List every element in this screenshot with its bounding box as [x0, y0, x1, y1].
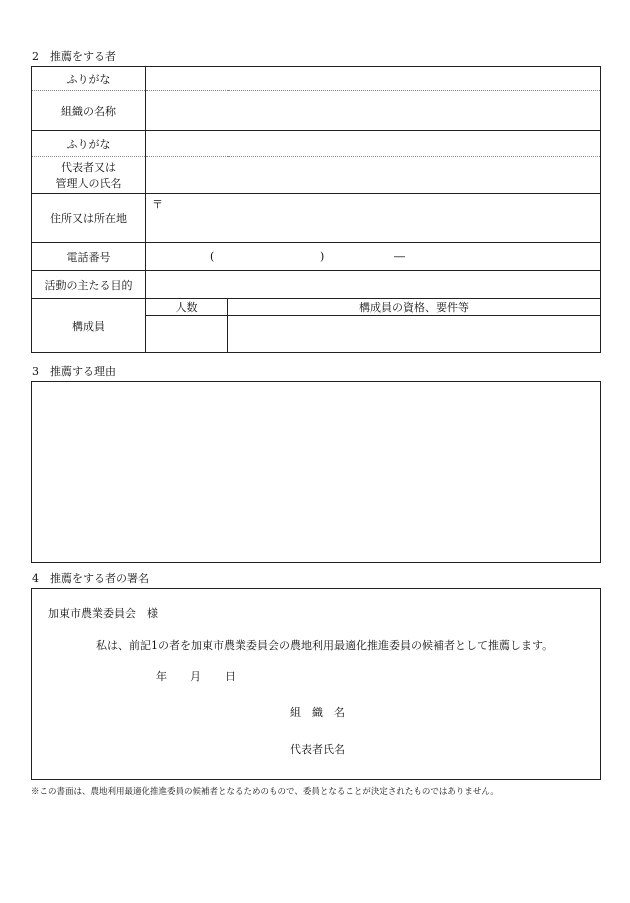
- purpose-field[interactable]: [146, 271, 601, 299]
- address-field[interactable]: [146, 194, 601, 243]
- representative-field[interactable]: [146, 157, 601, 194]
- organization-name-label: 組 織 名: [290, 706, 345, 719]
- section-2-heading: 2 推薦をする者: [32, 50, 116, 63]
- representative-label-line1: 代表者又は: [61, 161, 116, 174]
- purpose-label: 活動の主たる目的: [32, 271, 146, 299]
- furigana-field-1[interactable]: [146, 67, 601, 91]
- phone-label: 電話番号: [32, 243, 146, 271]
- phone-field[interactable]: [146, 243, 601, 271]
- furigana-label-1: ふりがな: [32, 67, 146, 91]
- representative-label-line2: 管理人の氏名: [55, 177, 122, 190]
- section-4-heading: 4 推薦をする者の署名: [32, 572, 149, 585]
- address-label: 住所又は所在地: [32, 194, 146, 243]
- members-qualification-header: 構成員の資格、要件等: [228, 299, 601, 316]
- furigana-label-2: ふりがな: [32, 131, 146, 157]
- org-name-label: 組織の名称: [32, 91, 146, 131]
- signature-box: [31, 588, 601, 780]
- members-count-field[interactable]: [146, 316, 228, 353]
- date-month-label: 月: [190, 670, 201, 683]
- footnote: ※この書面は、農地利用最適化推進委員の候補者となるためのもので、委員となることが決定されたものではありません。: [31, 787, 499, 797]
- date-year-label: 年: [156, 670, 167, 683]
- members-label: 構成員: [32, 299, 146, 353]
- date-day-label: 日: [225, 670, 236, 683]
- members-qualification-field[interactable]: [228, 316, 601, 353]
- phone-close-paren: ): [320, 250, 325, 263]
- phone-open-paren: (: [210, 250, 215, 263]
- recommender-table: [31, 66, 601, 353]
- furigana-field-2[interactable]: [146, 131, 601, 157]
- phone-dash: ―: [394, 250, 405, 263]
- addressee: 加東市農業委員会 様: [48, 607, 158, 620]
- representative-label: [32, 157, 146, 194]
- recommendation-statement: 私は、前記1の者を加東市農業委員会の農地利用最適化推進委員の候補者として推薦します。: [96, 639, 554, 652]
- section-3-heading: 3 推薦する理由: [32, 365, 116, 378]
- reason-box[interactable]: [31, 381, 601, 563]
- representative-name-label: 代表者氏名: [290, 743, 345, 756]
- members-count-header: 人数: [146, 299, 228, 316]
- org-name-field[interactable]: [146, 91, 601, 131]
- postal-mark: 〒: [152, 198, 163, 211]
